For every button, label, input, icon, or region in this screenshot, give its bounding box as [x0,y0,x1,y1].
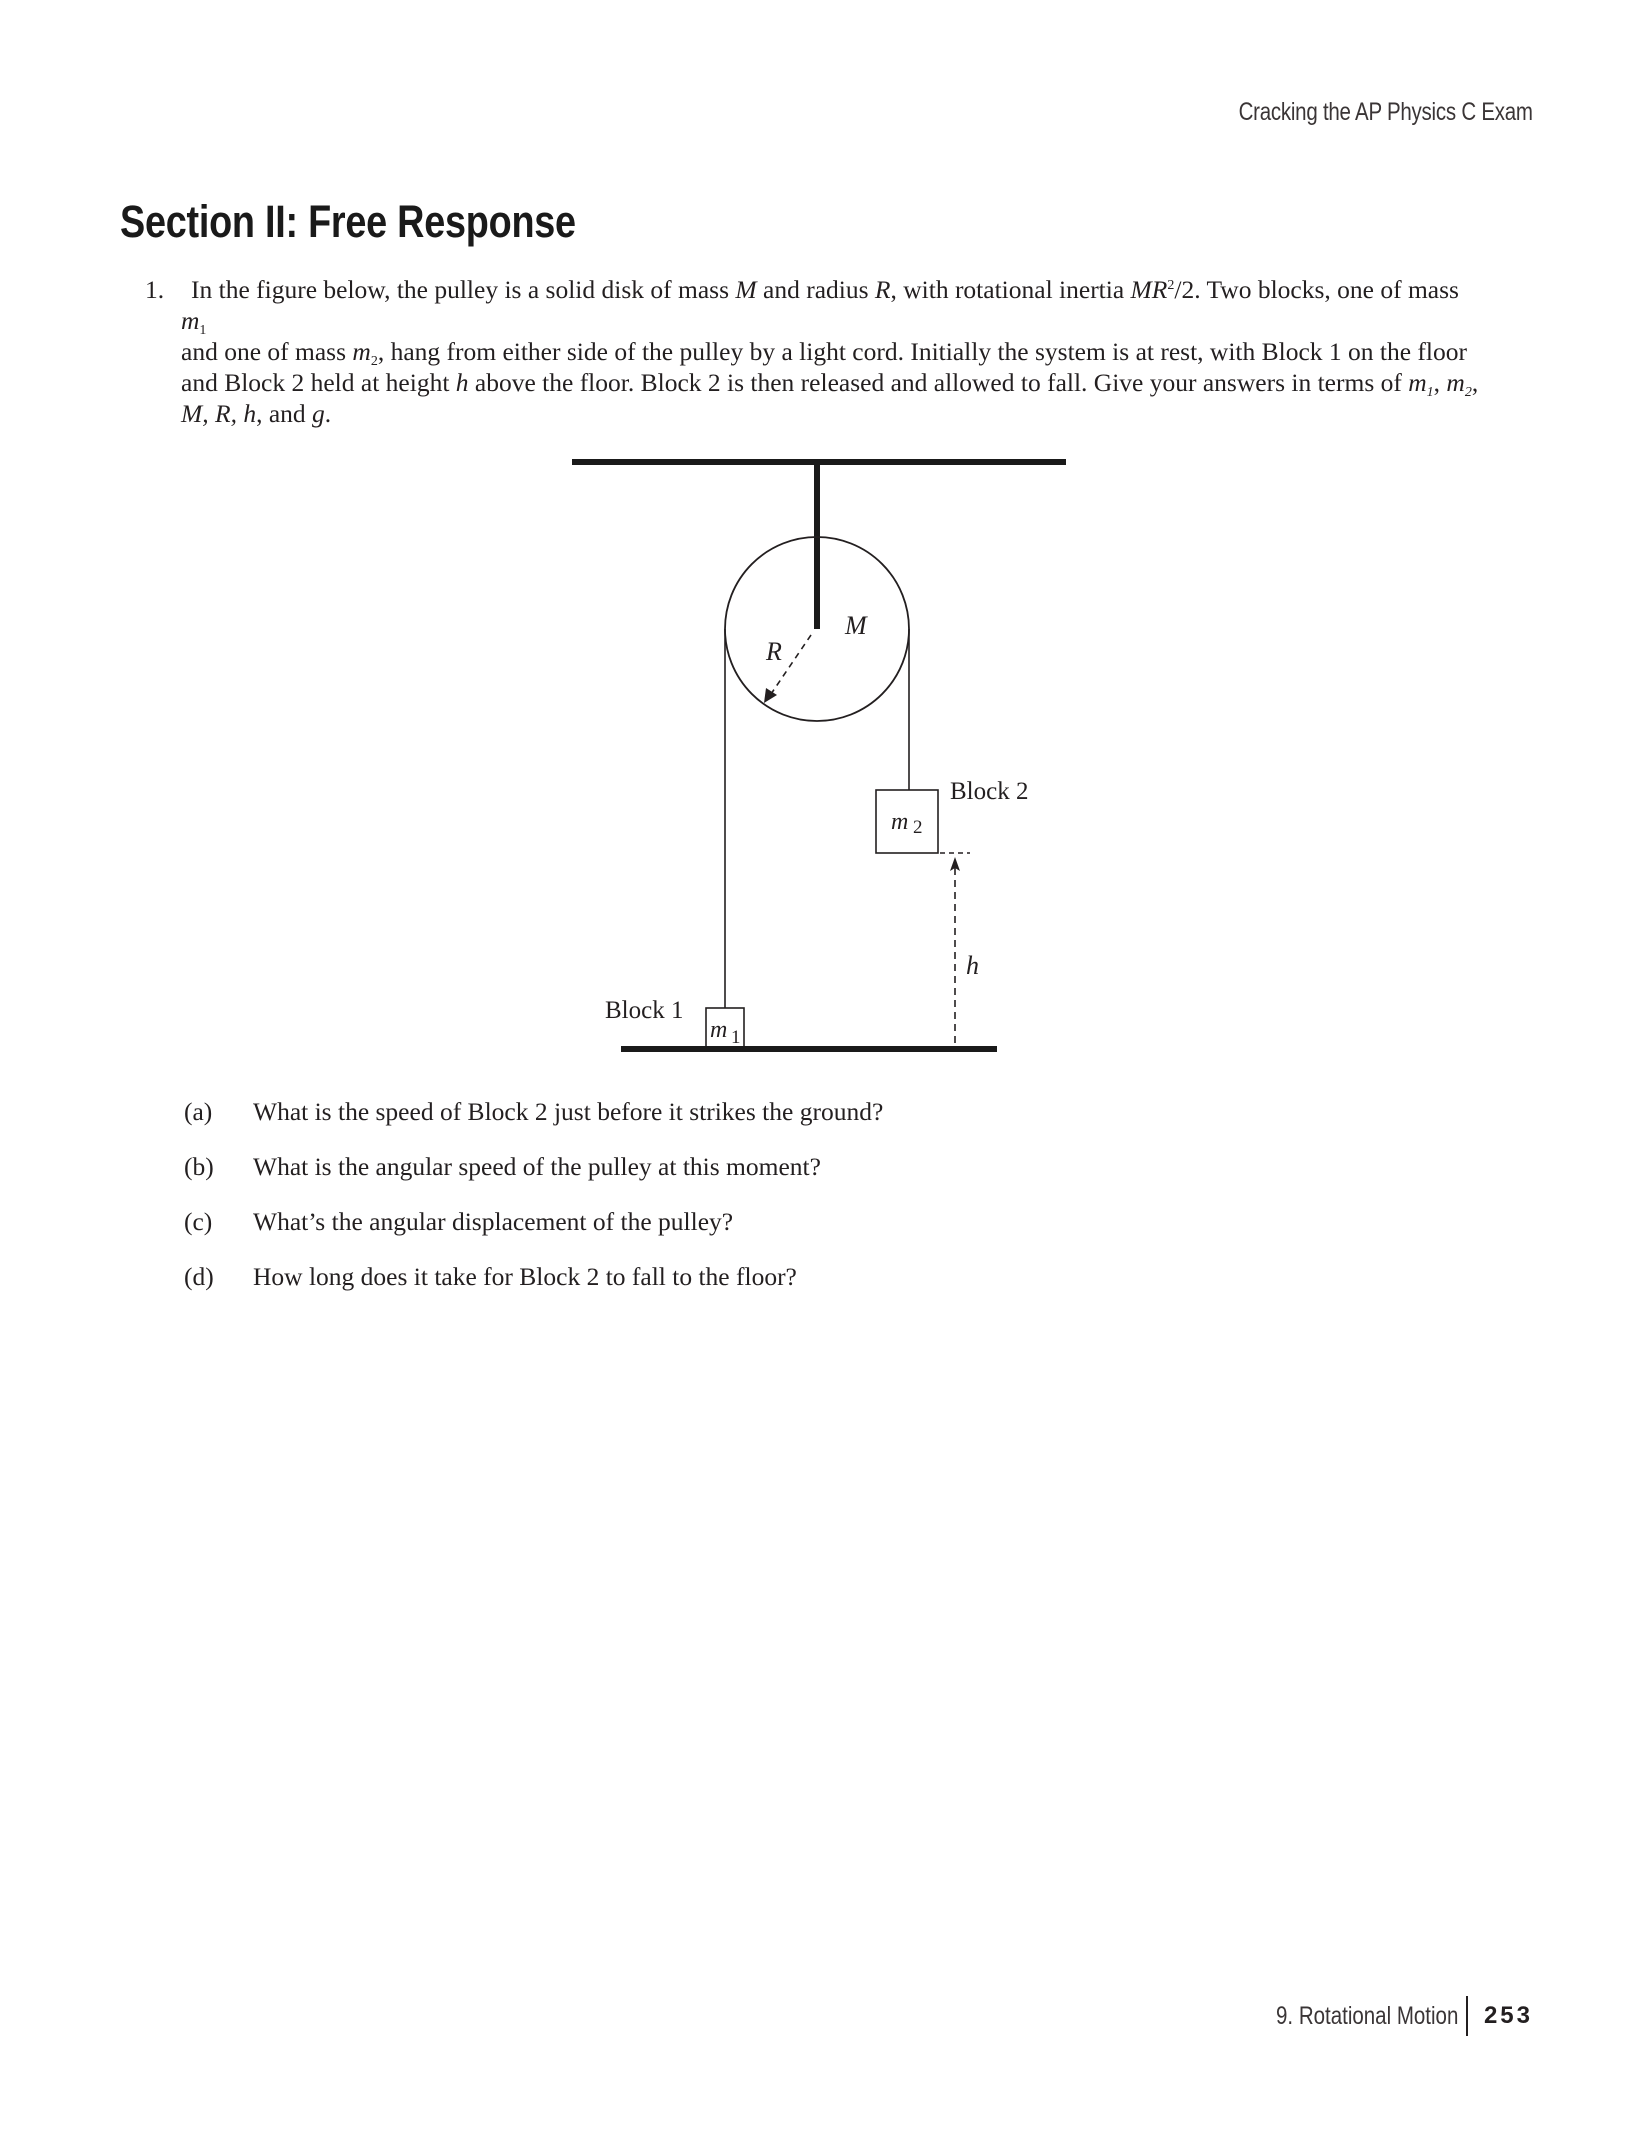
var-m1: m [181,306,200,335]
var-m2: m [352,337,371,366]
running-head: Cracking the AP Physics C Exam [1238,98,1533,126]
var-h: h [455,368,469,397]
question-letter: (b) [184,1152,214,1181]
block-1-label: Block 1 [605,997,684,1024]
page-number: 253 [1483,2002,1533,2029]
page-footer [1236,1996,1533,2036]
text-run: , and [256,399,313,428]
height-label: h [966,951,979,980]
var-R: R [874,275,891,304]
section-title: Section II: Free Response [120,196,576,247]
question-letter: (c) [184,1207,213,1236]
problem-number: 1. [145,275,165,304]
question-text: What’s the angular displacement of the pulley? [253,1207,734,1236]
text-run: , [1433,368,1447,397]
text-run: . [324,399,332,428]
subscript: 2 [1464,385,1472,400]
text-run: , hang from either side of the pulley by a light cord. Initially the system is at rest, with Block 1 on the floor and Block 2 held at height [181,337,1468,397]
text-run: and radius [756,275,875,304]
var-g: g [312,399,325,428]
block-1-mass-subscript: 1 [731,1027,741,1048]
block-2-mass-label: m [891,809,909,835]
question-text: What is the angular speed of the pulley at this moment? [253,1152,821,1181]
question-text: How long does it take for Block 2 to fall to the floor? [253,1262,797,1291]
text-run: In the figure below, the pulley is a solid disk of mass [191,275,736,304]
var-m1: m [1408,368,1427,397]
var-MR: MR [1130,275,1168,304]
chapter-title: 9. Rotational Motion [1275,2001,1458,2030]
subscript: 1 [1426,385,1434,400]
var-list: M, R, h [181,399,257,428]
footer-divider [1466,1996,1468,2036]
text-run: , [1471,368,1479,397]
radius-arrowhead [764,688,777,703]
question-text: What is the speed of Block 2 just before it strikes the ground? [253,1097,884,1126]
block-2-mass-subscript: 2 [913,817,923,838]
var-m2: m [1446,368,1465,397]
text-run: , with rotational inertia [890,275,1131,304]
text-run: /2. Two blocks, one of mass [1174,275,1459,304]
radius-label: R [766,637,782,666]
block-2-label: Block 2 [950,778,1029,805]
text-run: above the floor. Block 2 is then released and allowed to fall. Give your answers in terms of [468,368,1409,397]
subscript: 1 [199,323,207,338]
subscript: 2 [370,354,378,369]
superscript: 2 [1167,278,1175,293]
pulley-mass-label: M [845,611,867,640]
var-M: M [735,275,757,304]
block-1-mass-label: m [710,1017,728,1043]
question-letter: (d) [184,1262,214,1291]
text-run: and one of mass [181,337,353,366]
question-letter: (a) [184,1097,213,1126]
